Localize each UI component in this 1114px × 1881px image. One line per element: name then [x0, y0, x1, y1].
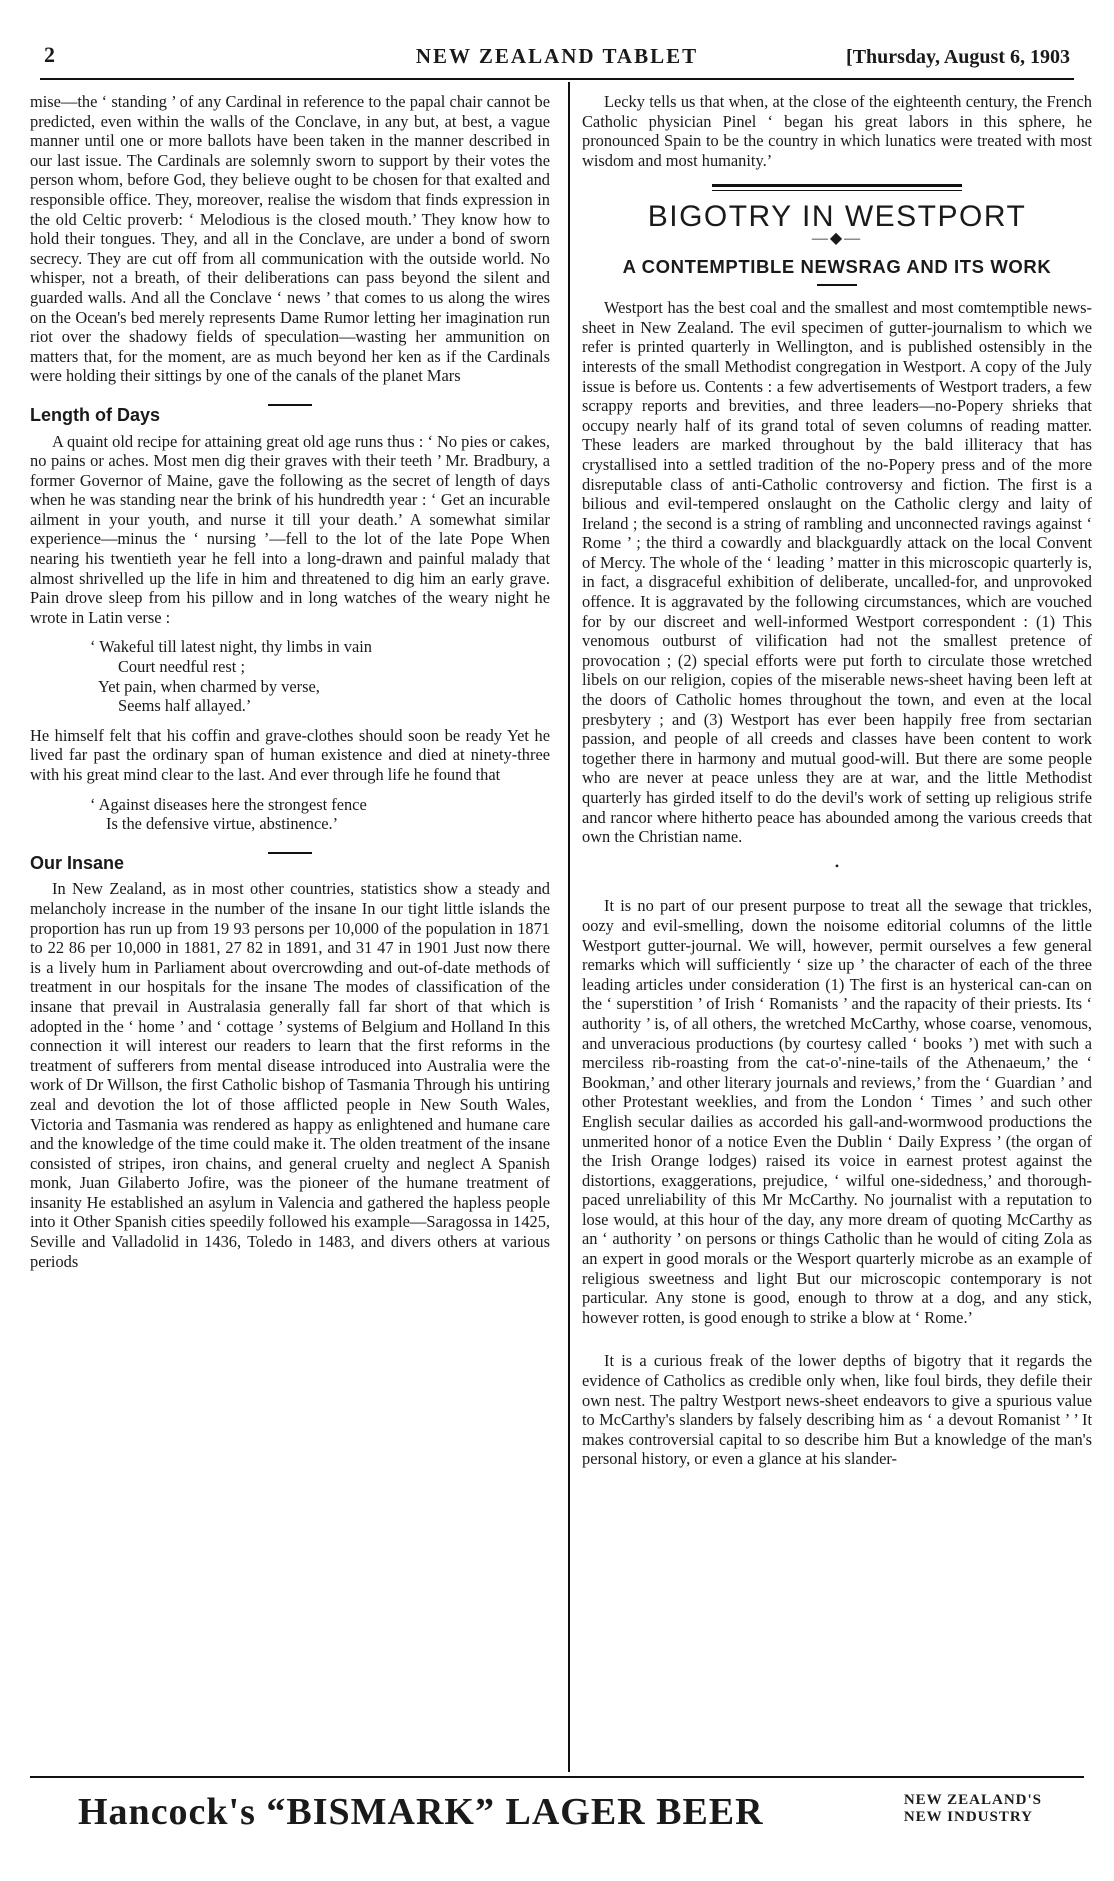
subtitle-rule [817, 284, 857, 286]
our-insane-paragraph: In New Zealand, as in most other countries, statistics show a steady and melancholy increase in the number of the insane In our tight little islands the proportion has run up from 19 93 persons per 10,000 of the population in 1871 to 22 86 per 10,000 in 1881, 27 82 in 1891, and 31 47 in 1901 Just now there is a lively hum in Parliament about overcrowding and out-of-date methods of treatment in our hospitals for the insane The modes of classification of the insane that prevail in Australasia generally fall far short of that which is adopted in the ‘ home ’ and ‘ cottage ’ systems of Belgium and Holland In this connection it will interest our readers to learn that the first reforms in the treatment of sufferers from mental disease introduced into Australia were the work of Dr Willson, the first Catholic bishop of Tasmania Through his untiring zeal and devotion the lot of those afflicted people in New South Wales, Victoria and Tasmania was rendered as happy as enlightened and humane care and the knowledge of the time could make it. The olden treatment of the insane consisted of stripes, iron chains, and general cruelty and neglect A Spanish monk, Juan Gilaberto Jofire, was the pioneer of the humane treatment of insanity He established an asylum in Valencia and gathered the hapless people into it Other Spanish cities speedily followed his example—Saragossa in 1425, Seville and Valladolid in 1436, Toledo in 1483, and divers others at various periods [30, 879, 550, 1271]
tagline-line-1: NEW ZEALAND'S [903, 1792, 1042, 1808]
footer-rule [30, 1776, 1084, 1778]
issue-date: [Thursday, August 6, 1903 [846, 46, 1070, 68]
article-double-rule [712, 184, 962, 191]
page-header [40, 40, 1074, 74]
latin-verse-1 [90, 637, 550, 715]
our-insane-heading: Our Insane [30, 852, 125, 873]
length-of-days-heading: Length of Days [30, 404, 161, 425]
advertisement-text: Hancock's “BISMARK” LAGER BEER [78, 1791, 764, 1833]
section-rule [268, 404, 312, 406]
beer-advertisement [30, 1788, 1084, 1844]
latin-verse-2 [90, 795, 550, 834]
section-rule [268, 852, 312, 854]
westport-paragraph-3: It is a curious freak of the lower depths of bigotry that it regards the evidence of Catholics as credible only when, like foul birds, they defile their own nest. The paltry Westport news-sheet endeavors to give a spurious value to McCarthy's slanders by falsely describing him as ‘ a devout Romanist ’ ’ It makes controversial capital to so describe him But a knowledge of the man's personal history, or even a glance at his slander- [582, 1351, 1092, 1469]
tagline-line-2: NEW INDUSTRY [903, 1809, 1033, 1825]
verse-line: ‘ Wakeful till latest night, thy limbs in vain [90, 637, 372, 657]
column-divider [568, 82, 570, 1772]
verse-line: Yet pain, when charmed by verse, [98, 676, 320, 696]
verse-line: Court needful rest ; [118, 657, 245, 677]
verse-line: ‘ Against diseases here the strongest fence [90, 794, 367, 814]
masthead: NEW ZEALAND TABLET [415, 44, 699, 68]
paragraph-separator: • [834, 858, 840, 873]
title-ornament: —◆— [811, 229, 863, 247]
page-number: 2 [44, 42, 55, 67]
westport-paragraph-1: Westport has the best coal and the smallest and most comtemptible news-sheet in New Zealand. The evil specimen of gutter-journalism to which we refer is printed quarterly in Wellington, and is published ostensibly in the interests of the small Methodist congregation in Westport. A copy of the July issue is before us. Contents : a few advertisements of Westport traders, a few scrappy reports and brevities, and three leaders—no-Popery shrieks that occupy nearly half of its grand total of seven columns of reading matter. These leaders are marked throughout by the bald illiteracy that has crystallised into a settled tradition of the no-Popery press and of the more disreputable class of anti-Catholic controversy and fiction. The first is a bilious and evil-tempered onslaught on the Catholic clergy and laity of Ireland ; the second is a string of rambling and unconnected ravings against ‘ Rome ’ ; the third a cowardly and blackguardly attack on the local Convent of Mercy. The whole of the ‘ leading ’ matter in this microscopic quarterly is, in fact, a disgraceful exhibition of deliberate, uncalled-for, and unprovoked offence. It is aggravated by the following circumstances, which are vouched for by our discreet and well-informed Westport correspondent : (1) This venomous outburst of vilification had not the smallest pretence of provocation ; (2) special efforts were put forth to circulate those wretched libels on our religion, copies of the miserable news-sheet having been left at the doors of Catholic homes throughout the town, and even at the local presbytery ; and (3) Westport has ever been happily free from sectarian passion, and people of all creeds and classes have been content to work together there in harmony and mutual good-will. But there are some people who are never at peace unless they are at war, and the little Methodist quarterly has girded itself to do the devil's work of setting up religious strife and rancor where hitherto peace has abounded among the various creeds that own the Christian name. [582, 298, 1092, 847]
length-of-days-paragraph-1: A quaint old recipe for attaining great old age runs thus : ‘ No pies or cakes, no pains or aches. Most men dig their graves with their teeth ’ Mr. Bradbury, a former Governor of Maine, gave the following as the secret of length of days when he was standing near the brink of his hundredth year : ‘ Get an incurable ailment in your youth, and nurse it till your death.’ A somewhat similar experience—minus the ‘ nursing ’—fell to the lot of the late Pope When nearing his twentieth year he fell into a long-drawn and painful malady that almost shrivelled up the life in him and threatened to dig him an early grave. Pain drove sleep from his pillow and in long watches of the weary night he wrote in Latin verse : [30, 431, 550, 627]
length-of-days-paragraph-2: He himself felt that his coffin and grave-clothes should soon be ready Yet he lived far past the ordinary span of human existence and died at ninety-three with his great mind clear to the last. And ever through life he found that [30, 725, 550, 784]
verse-line: Is the defensive virtue, abstinence.’ [106, 814, 339, 834]
conclave-paragraph: mise—the ‘ standing ’ of any Cardinal in reference to the papal chair cannot be predicted, even within the walls of the Conclave, in any but, at best, a vague manner until one or more ballots have been taken in the manner described in our last issue. The Cardinals are solemnly sworn to support by their votes the person whom, before God, they believe ought to be chosen for that exalted and responsible office. They, moreover, realise the wisdom that finds expression in the old Celtic proverb: ‘ Melodious is the closed mouth.’ They know how to hold their tongues. They, and all in the Conclave, are under a bond of sworn secrecy. They are cut off from all communication with the outside world. No whisper, not a breath, of their deliberations can pass beyond the silent and guarded walls. And all the Conclave ‘ news ’ that comes to us along the wires on the Ocean's bed merely represents Dame Rumor letting her imagination run riot over the shadowy fields of speculation—wasting her ammunition on matters that, for the moment, are as much beyond her ken as if the Cardinals were holding their sittings by one of the canals of the planet Mars [30, 92, 550, 386]
section-heading-length-of-days [30, 404, 550, 426]
verse-line: Seems half allayed.’ [118, 696, 252, 716]
westport-paragraph-2: It is no part of our present purpose to treat all the sewage that trickles, oozy and evil-smelling, down the noisome editorial columns of the little Westport gutter-journal. We will, however, permit ourselves a few general remarks which will sufficiently ‘ size up ’ the character of each of the three leading articles under consideration (1) The first is an hysterical can-can on the ‘ superstition ’ of Irish ‘ Romanists ’ and the rapacity of their priests. Its ‘ authority ’ is, of all others, the wretched McCarthy, whose coarse, venomous, and unveracious productions (by courtesy called ‘ books ’) met with such a merciless rib-roasting from the cat-o'-nine-tails of the Athenaeum,’ the ‘ Bookman,’ and other literary journals and reviews,’ from the ‘ Guardian ’ and other Protestant weeklies, and from the London ‘ Times ’ and such other English secular dailies as accorded his gall-and-wormwood productions the unmerited honor of a notice Even the Dublin ‘ Daily Express ’ (the organ of the Irish Orange lodges) raised its voice in earnest protest against the distortions, exaggerations, prejudice, ‘ wilful one-sidedness,’ and thorough-paced unreliability of this Mr McCarthy. No journalist with a reputation to lose would, at this hour of the day, any more dream of quoting McCarthy as an ‘ authority ’ on persons or things Catholic than he would of citing Zola as an expert in good morals or the Wesport quarterly microbe as an example of religious sweetness and light But our microscopic contemporary is not particular. Any stone is good, enough to throw at a dog, and any stick, however rotten, is good enough to strike a blow at ‘ Rome.’ [582, 896, 1092, 1327]
article-title: BIGOTRY IN WESTPORT [647, 200, 1027, 234]
header-rule [40, 78, 1074, 80]
lecky-paragraph: Lecky tells us that when, at the close of the eighteenth century, the French Catholic physician Pinel ‘ began his great labors in this sphere, he pronounced Spain to be the country in which lunatics were treated with most wisdom and most humanity.’ [582, 92, 1092, 170]
article-subtitle: A CONTEMPTIBLE NEWSRAG AND ITS WORK [622, 255, 1052, 277]
section-heading-our-insane [30, 852, 550, 874]
right-column [582, 92, 1092, 1479]
advertisement-tagline [904, 1792, 1042, 1826]
left-column [30, 92, 550, 1281]
